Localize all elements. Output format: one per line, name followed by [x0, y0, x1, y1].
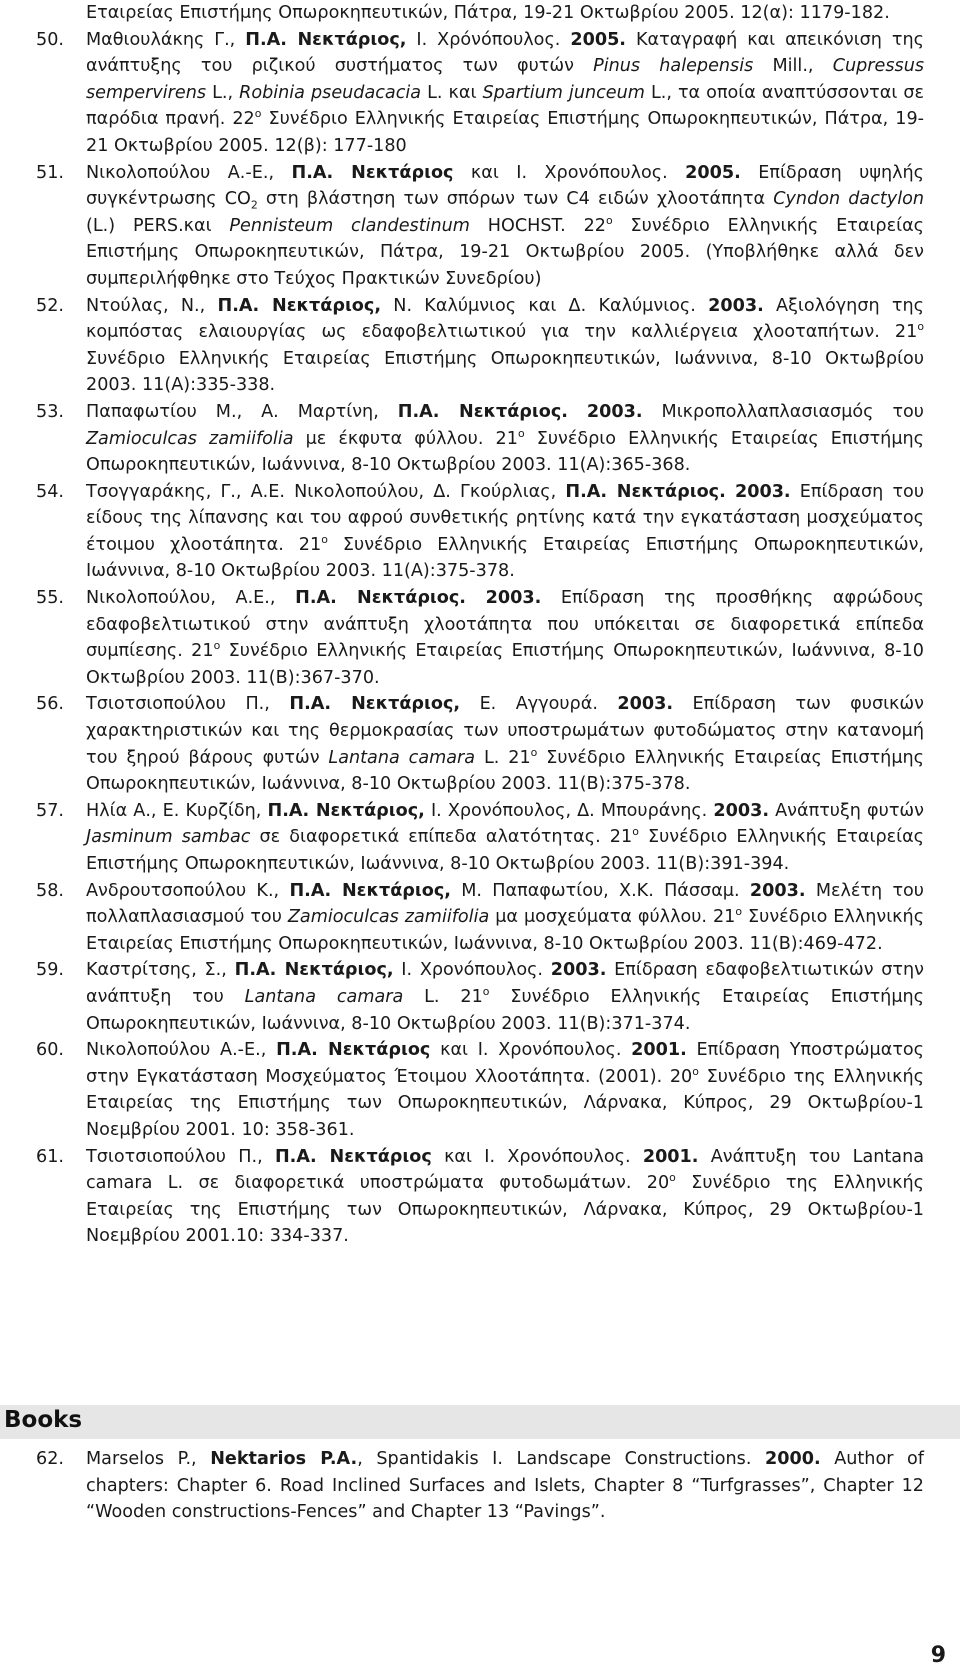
author-highlight: Π.Α. Νεκτάριος. [397, 401, 568, 422]
reference-number: 55. [36, 588, 64, 609]
species-name: Lantana camara [328, 747, 476, 768]
reference-50: 50. Μαθιουλάκης Γ., Π.Α. Νεκτάριος, Ι. Χρόνόπουλος. 2005. Καταγραφή και απεικόνιση της ανάπτυξης του ριζικού συστήματος των φυτών Pinus halepensis Mill., Cupressus sempervirens L., Robinia pseudacacia L. και Spartium junceum L., τα οποία αναπτύσσονται σε παρόδια πρανή. $22^o$ Συνέδριο Ελληνικής Εταιρείας Επιστήμης Οπωροκηπευτικών, Πάτρα, 19-21 Οκτωβρίου 2005. 12(β): 177-180 [36, 27, 924, 160]
author-highlight: Π.Α. Νεκτάριος, [289, 880, 451, 901]
section-title-books: Books [4, 1407, 83, 1433]
reference-continuation: Εταιρείας Επιστήμης Οπωροκηπευτικών, Πάτρα, 19-21 Οκτωβρίου 2005. 12(α): 1179-182. [86, 3, 890, 23]
year: 2003. [708, 295, 764, 316]
reference-58: 58. Ανδρουτσοπούλου Κ., Π.Α. Νεκτάριος, Μ. Παπαφωτίου, Χ.Κ. Πάσσαμ. 2003. Μελέτη του πολλαπλασιασμού του Zamioculcas zamiifolia μα μοσχεύματα φύλλου. $21^o$ Συνέδριο Ελληνικής Εταιρείας Επιστήμης Οπωροκηπευτικών, Ιωάννινα, 8-10 Οκτωβρίου 2003. 11(Β):469-472. [36, 878, 924, 958]
page-number: 9 [930, 1643, 946, 1668]
author-highlight: Nektarios P.A. [210, 1449, 358, 1469]
year: 2003. [749, 880, 806, 901]
year: 2003. [734, 481, 791, 502]
species-name: Zamioculcas zamiifolia [86, 428, 294, 449]
reference-61: 61. Τσιοτσιοπούλου Π., Π.Α. Νεκτάριος και Ι. Χρονόπουλος. 2001. Ανάπτυξη του Lantana camara L. σε διαφορετικά υποστρώματα φυτοδωμάτων. $20^o$ Συνέδριο της Ελληνικής Εταιρείας της Επιστήμης των Οπωροκηπευτικών, Λάρνακα, Κύπρος, 29 Οκτωβρίου-1 Νοεμβρίου 2001.10: 334-337. [36, 1144, 924, 1250]
reference-list [36, 0, 924, 1250]
species-name: Pennisteum clandestinum [229, 215, 470, 236]
species-name: Lantana camara [244, 986, 404, 1007]
author-highlight: Π.Α. Νεκτάριος [291, 162, 454, 183]
year: 2005. [570, 29, 626, 50]
author-highlight: Π.Α. Νεκτάριος, [267, 800, 425, 821]
reference-54: 54. Τσογγαράκης, Γ., Α.Ε. Νικολοπούλου, Δ. Γκούρλιας, Π.Α. Νεκτάριος. 2003. Επίδραση του είδους της λίπανσης και του αφρού συνθετικής ρητίνης κατά την εγκατάσταση μοσχεύματος έτοιμου χλοοτάπητα. $21^o$ Συνέδριο Ελληνικής Εταιρείας Επιστήμης Οπωροκηπευτικών, Ιωάννινα, 8-10 Οκτωβρίου 2003. 11(Α):375-378. [36, 479, 924, 585]
reference-number: 54. [36, 481, 64, 502]
reference-55: 55. Νικολοπούλου, Α.Ε., Π.Α. Νεκτάριος. 2003. Επίδραση της προσθήκης αφρώδους εδαφοβελτιωτικού στην ανάπτυξη χλοοτάπητα που υπόκειται σε διαφορετικά επίπεδα συμπίεσης. $21^o$ Συνέδριο Ελληνικής Εταιρείας Επιστήμης Οπωροκηπευτικών, Ιωάννινα, 8-10 Οκτωβρίου 2003. 11(Β):367-370. [36, 585, 924, 691]
author-highlight: Π.Α. Νεκτάριος [276, 1040, 431, 1061]
author-highlight: Π.Α. Νεκτάριος, [234, 960, 394, 981]
species-name: Pinus halepensis [593, 56, 754, 77]
reference-number: 53. [36, 401, 64, 422]
reference-number: 57. [36, 800, 64, 821]
reference-number: 56. [36, 694, 64, 715]
reference-number: 58. [36, 880, 64, 901]
reference-56: 56. Τσιοτσιοπούλου Π., Π.Α. Νεκτάριος, Ε. Αγγουρά. 2003. Επίδραση των φυσικών χαρακτηριστικών και της θερμοκρασίας των υποστρωμάτων φυτοδώματος στην κατανομή του ξηρού βάρους φυτών Lantana camara L. $21^o$ Συνέδριο Ελληνικής Εταιρείας Επιστήμης Οπωροκηπευτικών, Ιωάννινα, 8-10 Οκτωβρίου 2003. 11(Β):375-378. [36, 691, 924, 797]
reference-60: 60. Νικολοπούλου Α.-Ε., Π.Α. Νεκτάριος και Ι. Χρονόπουλος. 2001. Επίδραση Υποστρώματος στην Εγκατάσταση Μοσχεύματος Έτοιμου Χλοοτάπητα. (2001). $20^o$ Συνέδριο της Ελληνικής Εταιρείας της Επιστήμης των Οπωροκηπευτικών, Λάρνακα, Κύπρος, 29 Οκτωβρίου-1 Νοεμβρίου 2001. 10: 358-361. [36, 1037, 924, 1143]
species-name: Zamioculcas zamiifolia [287, 907, 490, 928]
reference-57: 57. Ηλία Α., Ε. Κυρζίδη, Π.Α. Νεκτάριος, Ι. Χρονόπουλος, Δ. Μπουράνης. 2003. Ανάπτυξη φυτών Jasminum sambac σε διαφορετικά επίπεδα αλατότητας. $21^o$ Συνέδριο Ελληνικής Εταιρείας Επιστήμης Οπωροκηπευτικών, Ιωάννινα, 8-10 Οκτωβρίου 2003. 11(Β):391-394. [36, 798, 924, 878]
year: 2003. [617, 694, 674, 715]
reference-59: 59. Καστρίτσης, Σ., Π.Α. Νεκτάριος, Ι. Χρονόπουλος. 2003. Επίδραση εδαφοβελτιωτικών στην ανάπτυξη του Lantana camara L. $21^o$ Συνέδριο Ελληνικής Εταιρείας Επιστήμης Οπωροκηπευτικών, Ιωάννινα, 8-10 Οκτωβρίου 2003. 11(Β):371-374. [36, 957, 924, 1037]
reference-number: 52. [36, 295, 64, 316]
year: 2003. [485, 588, 542, 609]
author-highlight: Π.Α. Νεκτάριος, [289, 694, 461, 715]
author-highlight: Π.Α. Νεκτάριος. [565, 481, 726, 502]
author-highlight: Π.Α. Νεκτάριος, [245, 29, 407, 50]
year: 2003. [586, 401, 643, 422]
year: 2001. [642, 1146, 699, 1167]
reference-51: 51. Νικολοπούλου Α.-Ε., Π.Α. Νεκτάριος και Ι. Χρονόπουλος. 2005. Επίδραση υψηλής συγκέντρωσης $CO_2$ στη βλάστηση των σπόρων των C4 ειδών χλοοτάπητα Cyndon dactylon (L.) PERS.και Pennisteum clandestinum HOCHST. $22^o$ Συνέδριο Ελληνικής Εταιρείας Επιστήμης Οπωροκηπευτικών, Πάτρα, 19-21 Οκτωβρίου 2005. (Υποβλήθηκε αλλά δεν συμπεριλήφθηκε στο Τεύχος Πρακτικών Συνεδρίου) [36, 160, 924, 293]
section-header-bar [0, 1405, 960, 1439]
reference-number: 59. [36, 960, 64, 981]
author-highlight: Π.Α. Νεκτάριος. [295, 588, 466, 609]
year: 2003. [550, 960, 607, 981]
year: 2005. [685, 162, 741, 183]
species-name: Robinia pseudacacia [239, 82, 422, 103]
reference-number: 60. [36, 1040, 64, 1061]
year: 2001. [631, 1040, 687, 1061]
reference-number: 51. [36, 162, 64, 183]
species-name: Cyndon dactylon [773, 189, 925, 210]
reference-52: 52. Ντούλας, Ν., Π.Α. Νεκτάριος, Ν. Καλύμνιος και Δ. Καλύμνιος. 2003. Αξιολόγηση της κομπόστας ελαιουργίας ως εδαφοβελτιωτικού για την καλλιέργεια χλοοταπήτων. $21^o$ Συνέδριο Ελληνικής Εταιρείας Επιστήμης Οπωροκηπευτικών, Ιωάννινα, 8-10 Οκτωβρίου 2003. 11(Α):335-338. [36, 293, 924, 399]
author-highlight: Π.Α. Νεκτάριος, [217, 295, 382, 316]
reference-number: 50. [36, 29, 64, 50]
author-highlight: Π.Α. Νεκτάριος [274, 1146, 432, 1167]
year: 2003. [713, 800, 770, 821]
species-name: Jasminum sambac [86, 827, 251, 848]
reference-number: 62. [36, 1449, 64, 1469]
reference-53: 53. Παπαφωτίου Μ., Α. Μαρτίνη, Π.Α. Νεκτάριος. 2003. Μικροπολλαπλασιασμός του Zamioculcas zamiifolia με έκφυτα φύλλου. $21^o$ Συνέδριο Ελληνικής Εταιρείας Επιστήμης Οπωροκηπευτικών, Ιωάννινα, 8-10 Οκτωβρίου 2003. 11(Α):365-368. [36, 399, 924, 479]
species-name: Spartium junceum [482, 82, 645, 103]
reference-number: 61. [36, 1146, 64, 1167]
year: 2000. [764, 1449, 821, 1469]
reference-62: 62. Marselos P., Nektarios P.A., Spantidakis I. Landscape Constructions. 2000. Author of chapters: Chapter 6. Road Inclined Surfaces and Islets, Chapter 8 “Turfgrasses”, Chapter 12 “Wooden constructions-Fences” and Chapter 13 “Pavings”. [36, 1446, 924, 1526]
books-list [36, 1446, 924, 1526]
species-name: Cupressus sempervirens [86, 56, 925, 103]
